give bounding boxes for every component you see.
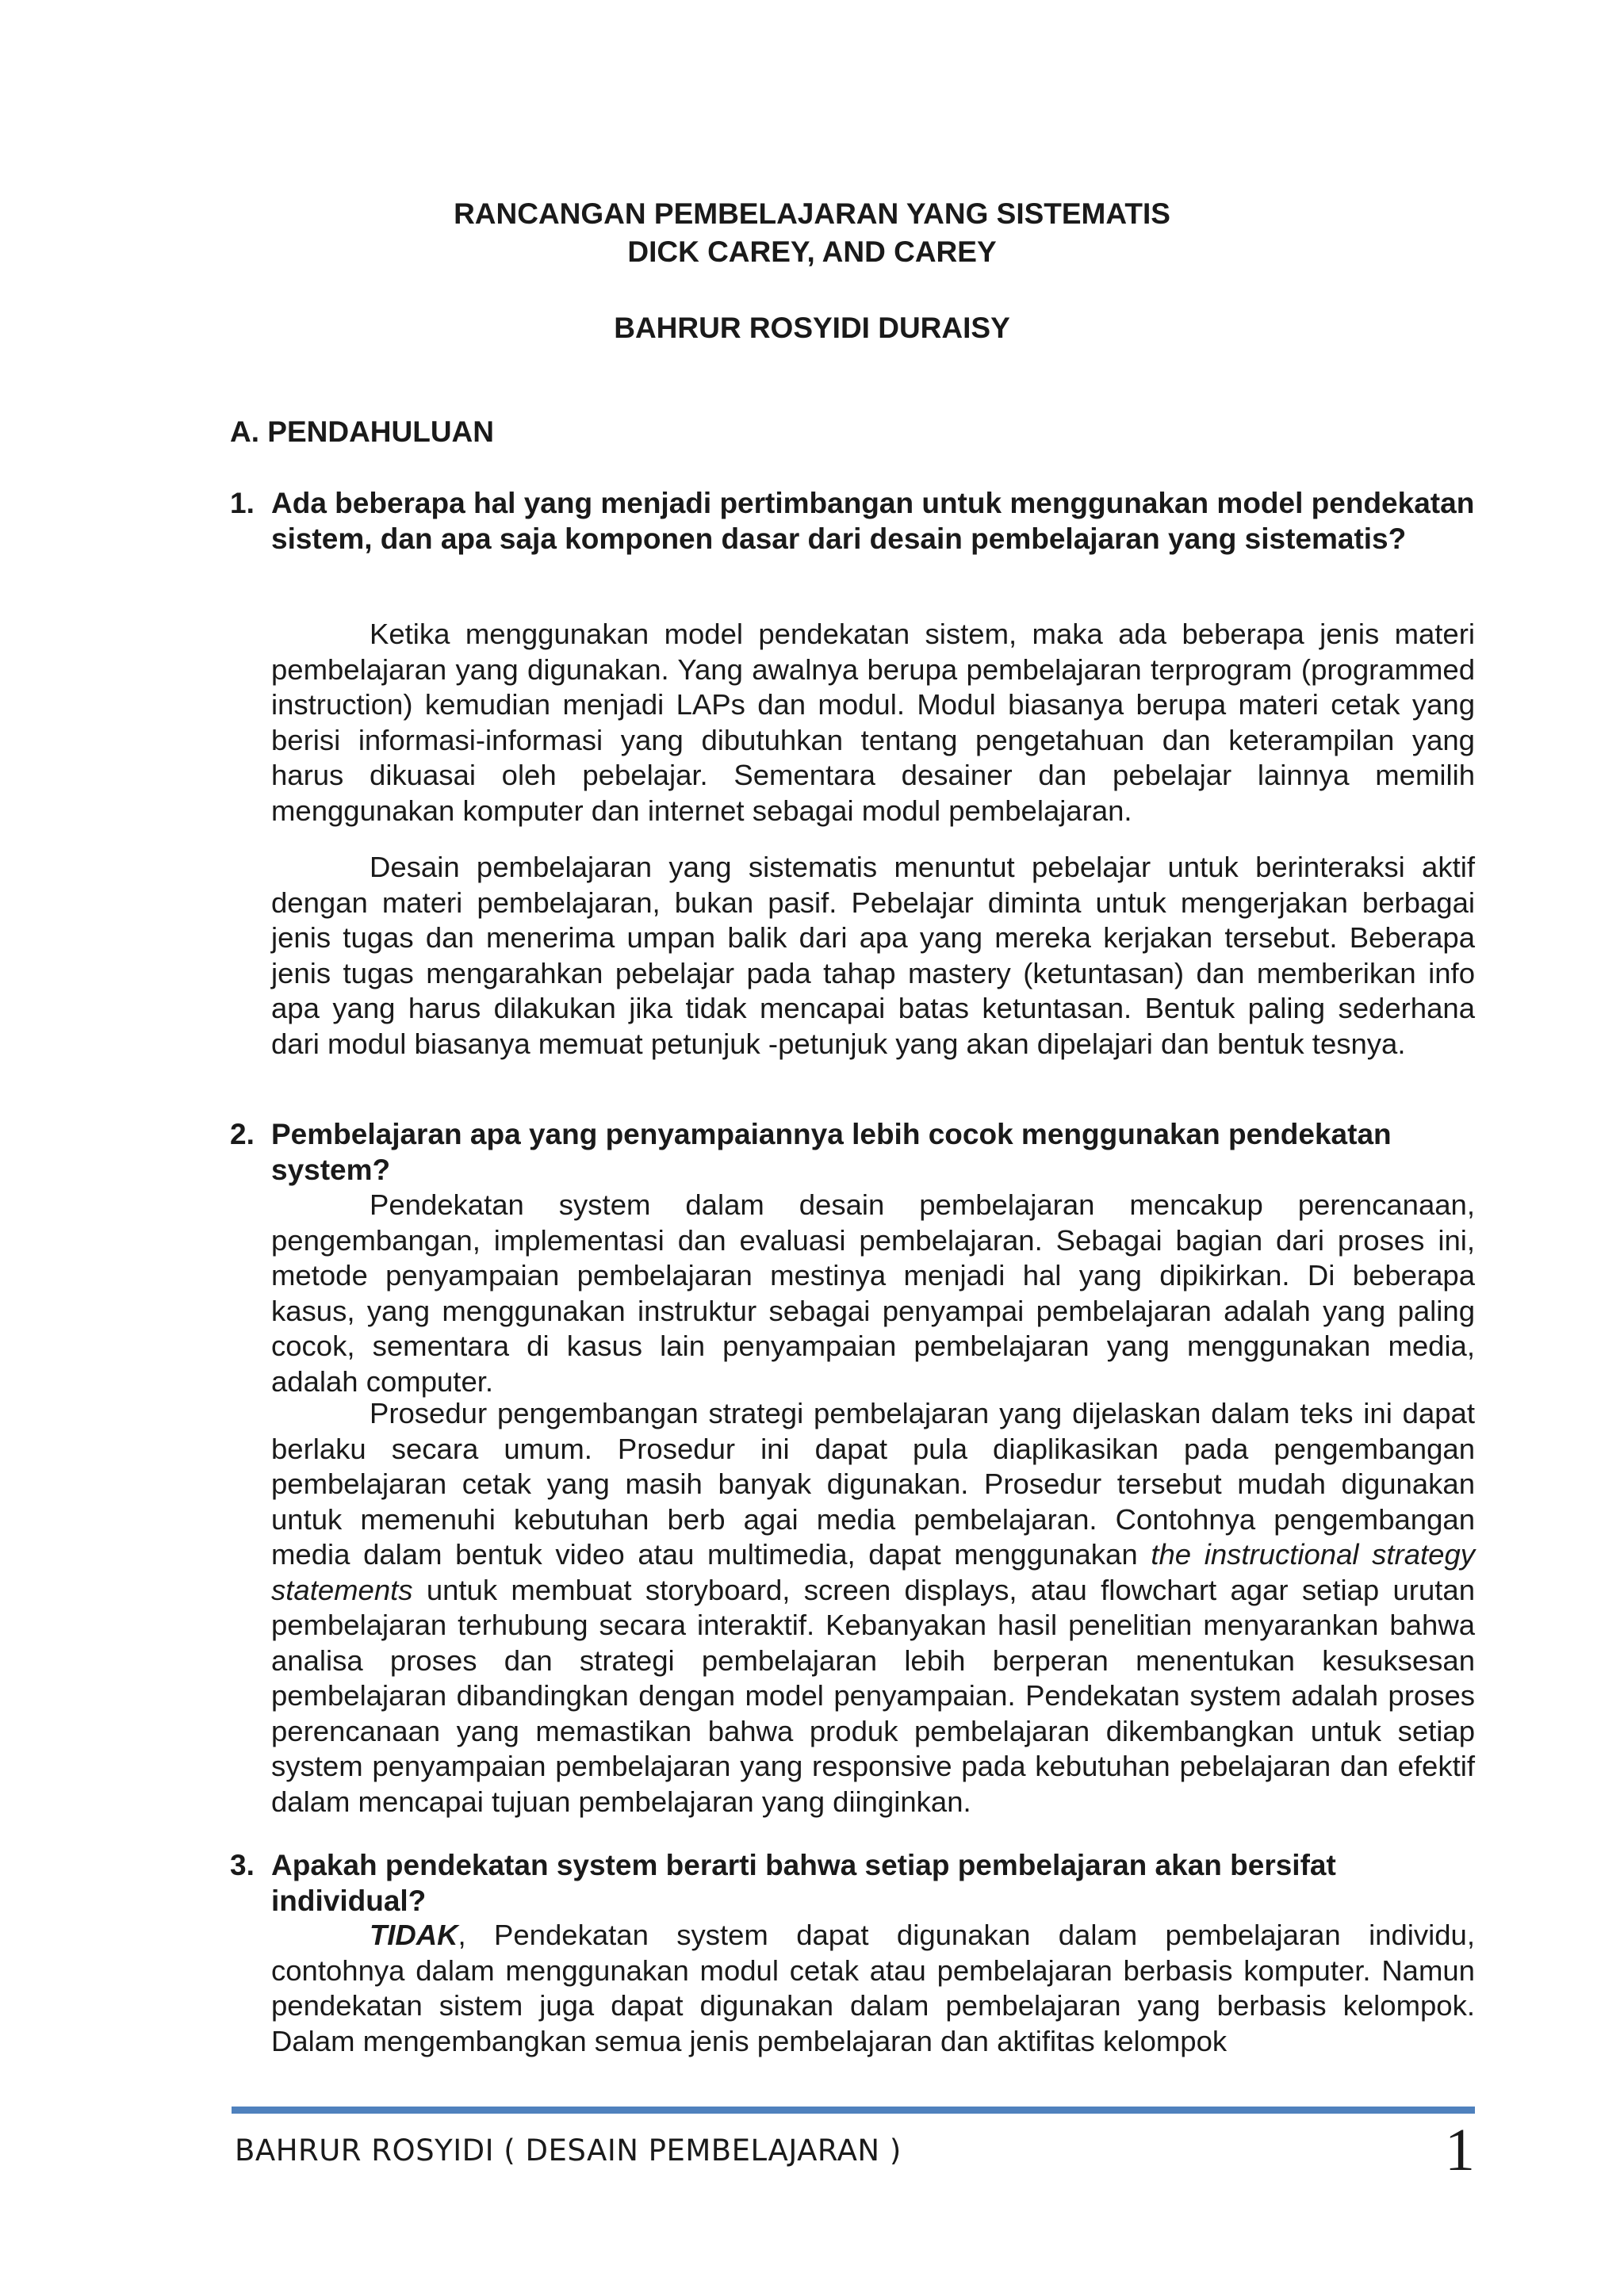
- footer-rule: [232, 2107, 1475, 2114]
- title-line-1: RANCANGAN PEMBELAJARAN YANG SISTEMATIS: [454, 197, 1170, 230]
- section-heading-a: A. PENDAHULUAN: [230, 415, 494, 448]
- paragraph-2-1: Pendekatan system dalam desain pembelajaran mencakup perencanaan, pengembangan, implementasi dan evaluasi pembelajaran. Sebagai bagian dari proses ini, metode penyampaian pembelajaran mestinya menjadi hal yang dipikirkan. Di beberapa kasus, yang menggunakan instruktur sebagai penyampai pembelajaran adalah yang paling cocok, sementara di kasus lain penyampaian pembelajaran yang menggunakan media, adalah computer.: [271, 1188, 1475, 1398]
- question-number: 2.: [230, 1118, 255, 1150]
- paragraph-1-2: Desain pembelajaran yang sistematis menuntut pebelajar untuk berinteraksi aktif dengan materi pembelajaran, bukan pasif. Pebelajar diminta untuk mengerjakan berbagai jenis tugas dan menerima umpan balik dari apa yang mereka kerjakan tersebut. Beberapa jenis tugas mengarahkan pebelajar pada tahap mastery (ketuntasan) dan memberikan info apa yang harus dilakukan jika tidak mencapai batas ketuntasan. Bentuk paling sederhana dari modul biasanya memuat petunjuk -petunjuk yang akan dipelajari dan bentuk tesnya.: [271, 851, 1475, 1060]
- paragraph-2-2: [271, 1396, 1475, 1820]
- question-number: 3.: [230, 1849, 255, 1881]
- question-text: Pembelajaran apa yang penyampaiannya lebih cocok menggunakan pendekatan system?: [271, 1118, 1392, 1186]
- question-1: [230, 485, 1475, 557]
- question-text: Ada beberapa hal yang menjadi pertimbangan untuk menggunakan model pendekatan sistem, dan apa saja komponen dasar dari desain pembelajaran yang sistematis?: [271, 487, 1475, 555]
- paragraph-2-2-start: Prosedur pengembangan strategi pembelajaran yang dijelaskan dalam teks ini dapat berlaku secara umum. Prosedur ini dapat pula diaplikasikan pada pengembangan pembelajaran cetak yang masih banyak digunakan. Prosedur tersebut mudah digunakan untuk memenuhi kebutuhan berb agai media pembelajaran. Contohnya pengembangan media dalam bentuk video atau multimedia, dapat menggunakan: [271, 1397, 1475, 1571]
- italic-phrase: the instructional strategy statements: [271, 1538, 1475, 1606]
- paragraph-3-1-rest: , Pendekatan system dapat digunakan dalam pembelajaran individu, contohnya dalam menggunakan modul cetak atau pembelajaran berbasis komputer. Namun pendekatan sistem juga dapat digunakan dalam pembelajaran yang berbasis kelompok. Dalam mengembangkan semua jenis pembelajaran dan aktifitas kelompok: [271, 1919, 1475, 2057]
- emphasis-tidak: TIDAK: [370, 1919, 458, 1951]
- question-number: 1.: [230, 487, 255, 519]
- question-3: [230, 1847, 1475, 1919]
- question-text: Apakah pendekatan system berarti bahwa setiap pembelajaran akan bersifat individual?: [271, 1849, 1336, 1917]
- page-number: 1: [1445, 2117, 1475, 2183]
- footer-text: BAHRUR ROSYIDI ( DESAIN PEMBELAJARAN ): [235, 2133, 902, 2168]
- title-line-2: DICK CAREY, AND CAREY: [627, 235, 997, 268]
- question-2: [230, 1116, 1475, 1188]
- paragraph-3-1: [271, 1918, 1475, 2059]
- author-name: BAHRUR ROSYIDI DURAISY: [614, 312, 1010, 344]
- paragraph-2-2-end: untuk membuat storyboard, screen displays, atau flowchart agar setiap urutan pembelajaran terhubung secara interaktif. Kebanyakan hasil penelitian menyarankan bahwa analisa proses dan strategi pembelajaran lebih berperan menentukan kesuksesan pembelajaran dibandingkan dengan model penyampaian. Pendekatan system adalah proses perencanaan yang memastikan bahwa produk pembelajaran dikembangkan untuk setiap system penyampaian pembelajaran yang responsive pada kebutuhan pebelajaran dan efektif dalam mencapai tujuan pembelajaran yang diinginkan.: [271, 1573, 1475, 1818]
- document-title: [0, 195, 1624, 271]
- paragraph-1-1: Ketika menggunakan model pendekatan sistem, maka ada beberapa jenis materi pembelajaran yang digunakan. Yang awalnya berupa pembelajaran terprogram (programmed instruction) kemudian menjadi LAPs dan modul. Modul biasanya berupa materi cetak yang berisi informasi-informasi yang dibutuhkan tentang pengetahuan dan keterampilan yang harus dikuasai oleh pebelajar. Sementara desainer dan pebelajar lainnya memilih menggunakan komputer dan internet sebagai modul pembelajaran.: [271, 618, 1475, 827]
